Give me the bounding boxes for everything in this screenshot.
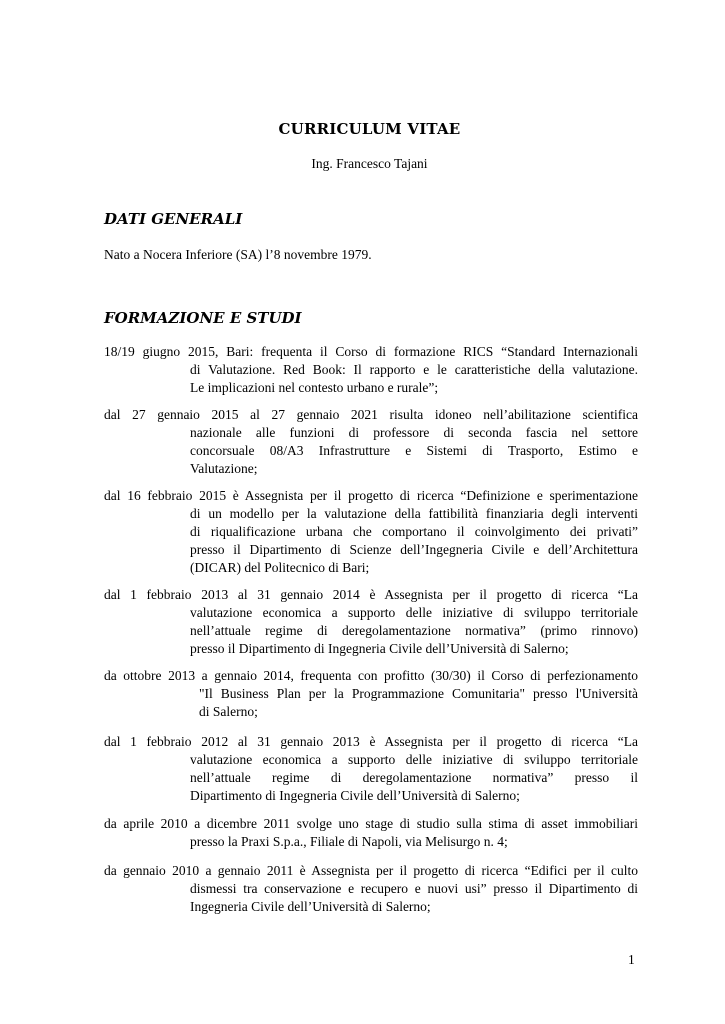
entry-line: di un modello per la valutazione della fattibilità finanziaria degli interventi bbox=[190, 506, 638, 521]
education-entry bbox=[104, 406, 638, 478]
author-name: Ing. Francesco Tajani bbox=[311, 156, 428, 171]
birth-info: Nato a Nocera Inferiore (SA) l’8 novembre 1979. bbox=[104, 247, 372, 262]
entry-line: Ingegneria Civile dell’Università di Salerno; bbox=[190, 899, 431, 914]
entry-line: da ottobre 2013 a gennaio 2014, frequenta con profitto (30/30) il Corso di perfezionamento bbox=[104, 668, 638, 683]
entry-line: valutazione economica a supporto delle iniziative di sviluppo territoriale bbox=[190, 605, 638, 620]
education-entry bbox=[104, 733, 638, 805]
section-heading-formazione: FORMAZIONE E STUDI bbox=[104, 309, 302, 327]
entry-line: Dipartimento di Ingegneria Civile dell’Università di Salerno; bbox=[190, 788, 520, 803]
education-entry bbox=[104, 586, 638, 658]
entry-line: da aprile 2010 a dicembre 2011 svolge uno stage di studio sulla stima di asset immobiliari bbox=[104, 816, 638, 831]
education-entry bbox=[104, 667, 638, 721]
entry-line: valutazione economica a supporto delle iniziative di sviluppo territoriale bbox=[190, 752, 638, 767]
entry-line: dal 16 febbraio 2015 è Assegnista per il progetto di ricerca “Definizione e sperimentazione bbox=[104, 488, 638, 503]
entry-line: (DICAR) del Politecnico di Bari; bbox=[190, 560, 370, 575]
entry-line: dal 1 febbraio 2012 al 31 gennaio 2013 è Assegnista per il progetto di ricerca “La bbox=[104, 734, 638, 749]
education-entry bbox=[104, 862, 638, 916]
section-heading-dati-generali: DATI GENERALI bbox=[104, 210, 243, 228]
entry-line: nell’attuale regime di deregolamentazione normativa” (primo rinnovo) bbox=[190, 623, 638, 638]
entry-line: dismessi tra conservazione e recupero e nuovi usi” presso il Dipartimento di bbox=[190, 881, 638, 896]
entry-line: presso il Dipartimento di Scienze dell’Ingegneria Civile e dell’Architettura bbox=[190, 542, 638, 557]
entry-line: nell’attuale regime di deregolamentazione normativa” presso il bbox=[190, 770, 638, 785]
entry-line: nazionale alle funzioni di professore di seconda fascia nel settore bbox=[190, 425, 638, 440]
entry-line: di Valutazione. Red Book: Il rapporto e le caratteristiche della valutazione. bbox=[190, 362, 638, 377]
entry-line: dal 1 febbraio 2013 al 31 gennaio 2014 è Assegnista per il progetto di ricerca “La bbox=[104, 587, 638, 602]
education-entry bbox=[104, 343, 638, 397]
education-entry bbox=[104, 487, 638, 577]
entry-line: Valutazione; bbox=[190, 461, 258, 476]
entry-line: presso la Praxi S.p.a., Filiale di Napoli, via Melisurgo n. 4; bbox=[190, 834, 508, 849]
entry-line: dal 27 gennaio 2015 al 27 gennaio 2021 risulta idoneo nell’abilitazione scientifica bbox=[104, 407, 638, 422]
document-title: CURRICULUM VITAE bbox=[278, 120, 461, 138]
page-number: 1 bbox=[628, 952, 635, 967]
entry-line: di Salerno; bbox=[199, 704, 258, 719]
entry-line: 18/19 giugno 2015, Bari: frequenta il Corso di formazione RICS “Standard Internazionali bbox=[104, 344, 638, 359]
entry-line: Le implicazioni nel contesto urbano e rurale”; bbox=[190, 380, 439, 395]
entry-line: concorsuale 08/A3 Infrastrutture e Sistemi di Trasporto, Estimo e bbox=[190, 443, 638, 458]
entry-line: di riqualificazione urbana che comportano il coinvolgimento dei privati” bbox=[190, 524, 638, 539]
entry-line: "Il Business Plan per la Programmazione Comunitaria" presso l'Università bbox=[199, 686, 638, 701]
entry-line: presso il Dipartimento di Ingegneria Civile dell’Università di Salerno; bbox=[190, 641, 569, 656]
education-entry bbox=[104, 815, 638, 851]
entry-line: da gennaio 2010 a gennaio 2011 è Assegnista per il progetto di ricerca “Edifici per il culto bbox=[104, 863, 638, 878]
